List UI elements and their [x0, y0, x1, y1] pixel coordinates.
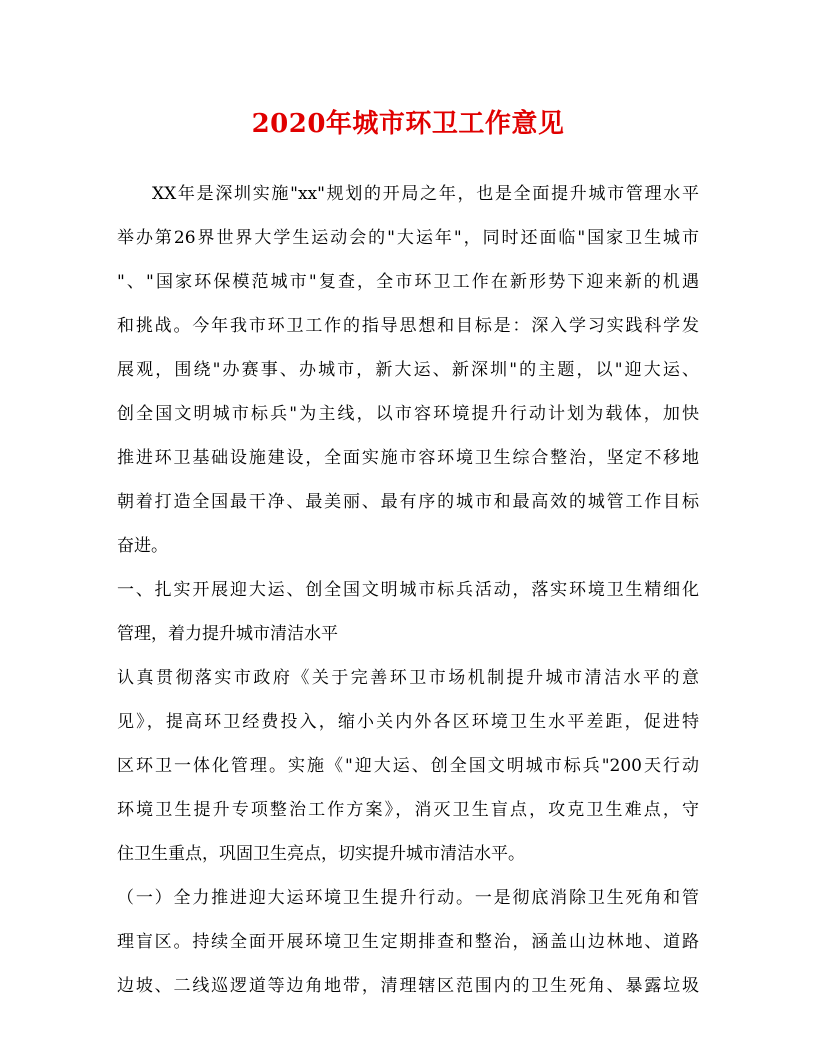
paragraph-line: 展观，围绕"办赛事、办城市，新大运、新深圳"的主题，以"迎大运、 — [117, 360, 699, 380]
paragraph-line: 边坡、二线巡逻道等边角地带，清理辖区范围内的卫生死角、暴露垃圾 — [117, 976, 699, 996]
paragraph-line: "、"国家环保模范城市"复查，全市环卫工作在新形势下迎来新的机遇 — [117, 272, 699, 292]
paragraph-line: 和挑战。今年我市环卫工作的指导思想和目标是：深入学习实践科学发 — [117, 316, 699, 336]
paragraph-line: （一）全力推进迎大运环境卫生提升行动。一是彻底消除卫生死角和管 — [117, 888, 699, 908]
paragraph-line: 环境卫生提升专项整治工作方案》，消灭卫生盲点，攻克卫生难点，守 — [117, 800, 699, 820]
paragraph-line: 理盲区。持续全面开展环境卫生定期排查和整治，涵盖山边林地、道路 — [117, 932, 699, 952]
document-title: 2020年城市环卫工作意见 — [251, 109, 565, 139]
paragraph-line: 举办第26界世界大学生运动会的"大运年"，同时还面临"国家卫生城市 — [117, 228, 699, 248]
paragraph-line: XX年是深圳实施"xx"规划的开局之年，也是全面提升城市管理水平 — [152, 184, 699, 204]
paragraph-line: 住卫生重点，巩固卫生亮点，切实提升城市清洁水平。 — [117, 844, 525, 864]
section-heading-line: 一、扎实开展迎大运、创全国文明城市标兵活动，落实环境卫生精细化 — [117, 580, 699, 600]
paragraph-line: 区环卫一体化管理。实施《"迎大运、创全国文明城市标兵"200天行动 — [117, 756, 699, 776]
paragraph-line: 推进环卫基础设施建设，全面实施市容环境卫生综合整治，坚定不移地 — [117, 448, 699, 468]
paragraph-line: 奋进。 — [117, 536, 168, 556]
paragraph-line: 见》，提高环卫经费投入，缩小关内外各区环境卫生水平差距，促进特 — [117, 712, 699, 732]
paragraph-line: 朝着打造全国最干净、最美丽、最有序的城市和最高效的城管工作目标 — [117, 492, 699, 512]
paragraph-line: 认真贯彻落实市政府《关于完善环卫市场机制提升城市清洁水平的意 — [117, 668, 699, 688]
paragraph-line: 创全国文明城市标兵"为主线，以市容环境提升行动计划为载体，加快 — [117, 404, 699, 424]
section-heading-line: 管理，着力提升城市清洁水平 — [117, 624, 338, 644]
